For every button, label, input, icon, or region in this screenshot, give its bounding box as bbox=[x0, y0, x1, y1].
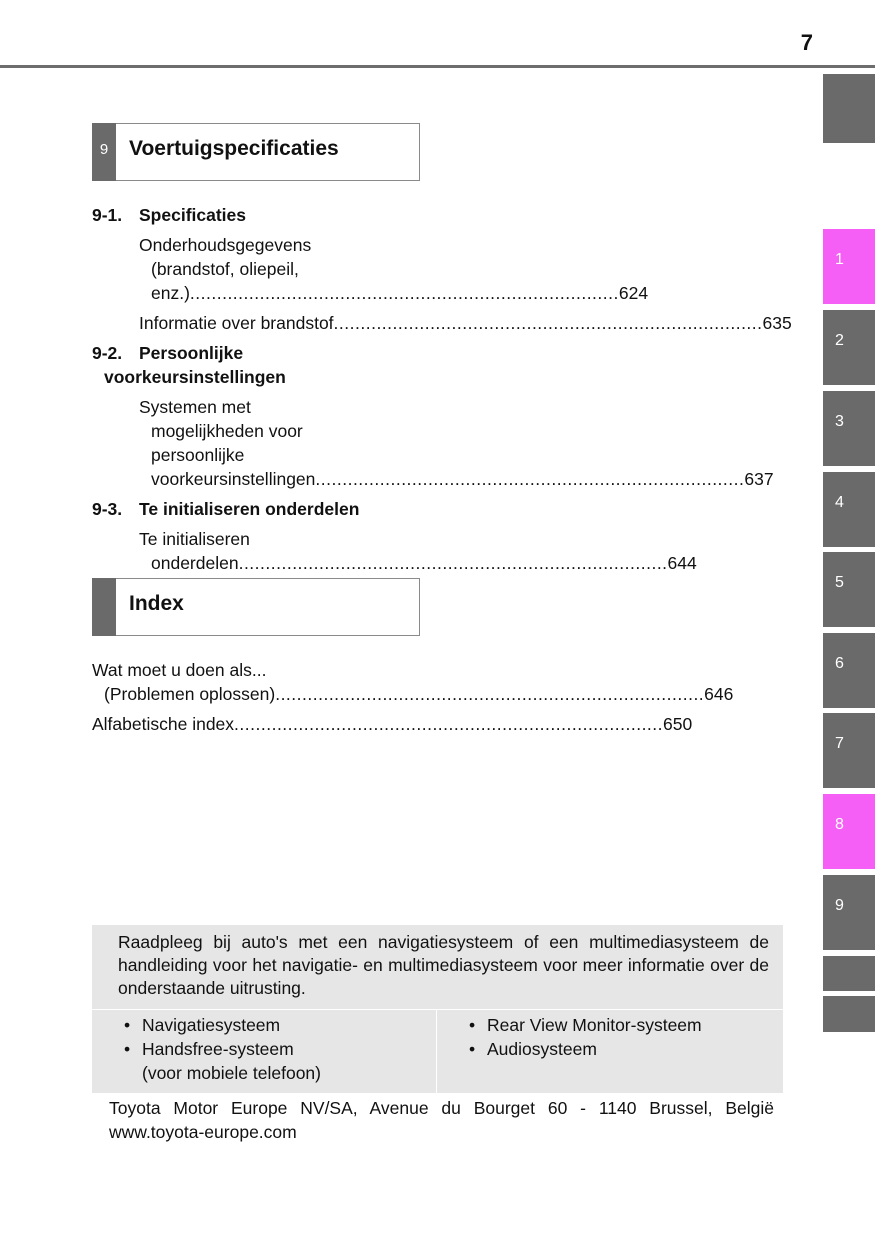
toc-entry-wat-moet[interactable]: Wat moet u doen als... (Problemen oplossen) ................................................................................ 646 bbox=[92, 660, 734, 704]
note-list-right bbox=[469, 1013, 702, 1061]
bullet-icon: • bbox=[469, 1015, 476, 1035]
side-tab-blank-2[interactable] bbox=[823, 996, 875, 1032]
toc-entry-text: mogelijkheden voor bbox=[151, 421, 303, 441]
side-tab-9[interactable]: 9 bbox=[823, 875, 875, 950]
toc-entry-text: Te initialiseren bbox=[139, 529, 250, 549]
subsection-9-2[interactable] bbox=[92, 341, 412, 365]
toc-entry-systemen[interactable]: Systemen met mogelijkheden voor persoonlijke voorkeursinstellingen ................................................................................ 637 bbox=[139, 397, 774, 489]
toc-entry-onderhoud[interactable]: Onderhoudsgegevens (brandstof, oliepeil, enz.) ................................................................................ 624 bbox=[139, 235, 649, 303]
list-item: • Rear View Monitor-systeem bbox=[469, 1015, 702, 1035]
side-tab-7[interactable]: 7 bbox=[823, 713, 875, 788]
toc-entry-brandstof[interactable]: Informatie over brandstof ................................................................................ 635 bbox=[139, 313, 792, 333]
toc-entry-text: Wat moet u doen als... bbox=[92, 660, 267, 680]
subsection-code: 9-1. bbox=[92, 205, 123, 225]
note-column-divider bbox=[436, 1009, 437, 1093]
footer-url: www.toyota-europe.com bbox=[109, 1122, 297, 1142]
section-9-toc bbox=[92, 203, 792, 575]
toc-page-number: 646 bbox=[704, 684, 734, 704]
toc-page-number: 650 bbox=[663, 714, 693, 734]
section-9-header bbox=[92, 123, 420, 181]
note-text: Raadpleeg bij auto's met een navigatiesysteem of een multimediasysteem de handleiding voor het navigatie- en multimediasysteem voor meer informatie over de onderstaande uitrusting. bbox=[118, 932, 769, 998]
side-tab-6[interactable]: 6 bbox=[823, 633, 875, 708]
subsection-code: 9-2. bbox=[92, 343, 123, 363]
page-number: 7 bbox=[800, 30, 813, 55]
note-divider bbox=[92, 1009, 783, 1010]
toc-page-number: 637 bbox=[744, 469, 774, 489]
toc-entry-text: Alfabetische index bbox=[92, 714, 235, 734]
side-tab-2[interactable]: 2 bbox=[823, 310, 875, 385]
toc-page-number: 644 bbox=[667, 553, 697, 573]
subsection-title: Specificaties bbox=[139, 205, 246, 225]
toc-entry-text: enz.) bbox=[151, 283, 190, 303]
header-rule bbox=[0, 65, 875, 68]
subsection-code: 9-3. bbox=[92, 499, 123, 519]
toc-entry-text: Systemen met bbox=[139, 397, 251, 417]
list-item: • Audiosysteem bbox=[469, 1039, 597, 1059]
side-tab-3[interactable]: 3 bbox=[823, 391, 875, 466]
bullet-icon: • bbox=[469, 1039, 476, 1059]
toc-page-number: 635 bbox=[762, 313, 792, 333]
index-title: Index bbox=[129, 592, 184, 615]
side-tab-4[interactable]: 4 bbox=[823, 472, 875, 547]
toc-entry-text: Informatie over brandstof bbox=[139, 313, 334, 333]
index-header bbox=[92, 578, 420, 636]
toc-entry-text: (Problemen oplossen) bbox=[104, 684, 276, 704]
toc-page-number: 624 bbox=[618, 283, 649, 303]
side-tab-5[interactable]: 5 bbox=[823, 552, 875, 627]
note-list-left bbox=[124, 1013, 321, 1085]
toc-entry-initialiseren[interactable]: Te initialiseren onderdelen ................................................................................ 644 bbox=[139, 529, 697, 573]
list-item: • Navigatiesysteem bbox=[124, 1015, 281, 1035]
side-tab-1[interactable]: 1 bbox=[823, 229, 875, 304]
footer-address-line: Toyota Motor Europe NV/SA, Avenue du Bourget 60 - 1140 Brussel, België bbox=[109, 1098, 774, 1118]
side-tab-blank-1[interactable] bbox=[823, 956, 875, 991]
subsection-title: Persoonlijke bbox=[139, 343, 244, 363]
section-9-number: 9 bbox=[92, 123, 116, 181]
toc-entry-text: Onderhoudsgegevens bbox=[139, 235, 312, 255]
index-marker bbox=[92, 578, 116, 636]
bullet-icon: • bbox=[124, 1015, 131, 1035]
side-tab-blank-top[interactable] bbox=[823, 74, 875, 143]
subsection-9-3[interactable] bbox=[92, 497, 412, 521]
subsection-9-1[interactable] bbox=[92, 203, 412, 227]
bullet-icon: • bbox=[124, 1039, 131, 1059]
toc-entry-text: onderdelen bbox=[151, 553, 239, 573]
toc-entry-text: voorkeursinstellingen bbox=[151, 469, 316, 489]
footer-address bbox=[109, 1096, 774, 1144]
list-item-continuation: (voor mobiele telefoon) bbox=[142, 1063, 321, 1083]
toc-entry-alfabetische-index[interactable]: Alfabetische index ................................................................................ 650 bbox=[92, 714, 693, 734]
subsection-title: Te initialiseren onderdelen bbox=[139, 499, 360, 519]
index-toc bbox=[92, 658, 734, 736]
toc-entry-text: persoonlijke bbox=[151, 445, 245, 465]
list-item: • Handsfree-systeem bbox=[124, 1039, 294, 1059]
subsection-title-cont: voorkeursinstellingen bbox=[104, 367, 286, 387]
navigation-note-box bbox=[92, 925, 783, 1093]
toc-entry-text: (brandstof, oliepeil, bbox=[151, 259, 299, 279]
side-tab-8[interactable]: 8 bbox=[823, 794, 875, 869]
section-9-title: Voertuigspecificaties bbox=[129, 137, 339, 160]
